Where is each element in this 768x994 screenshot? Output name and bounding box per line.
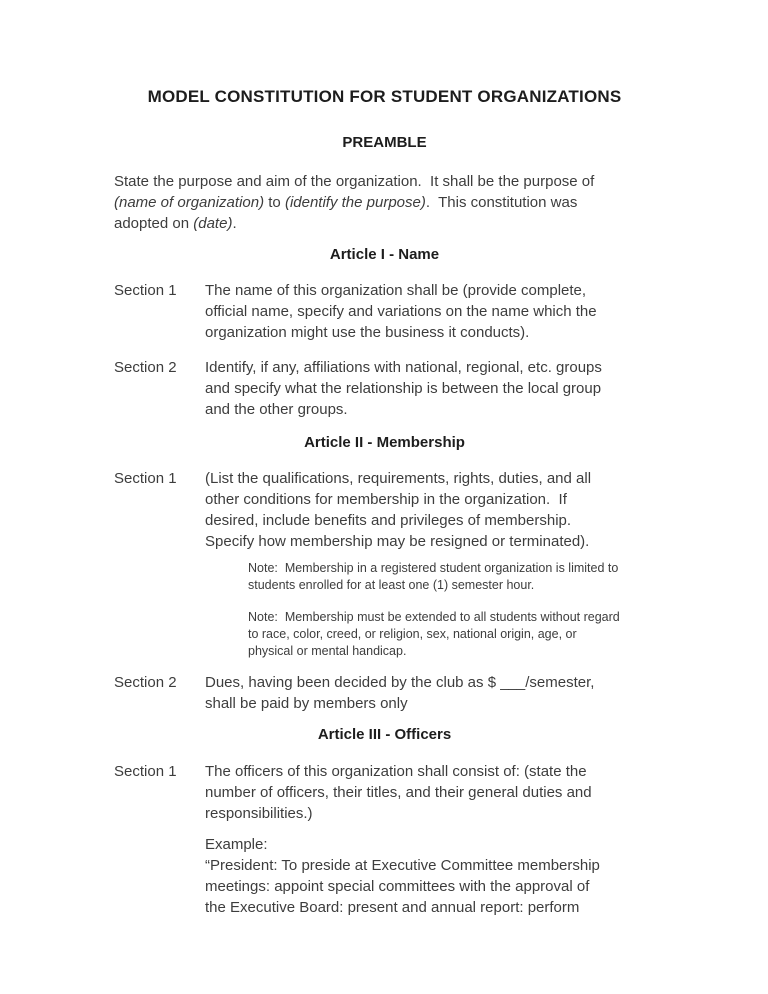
article-2-heading: Article II - Membership bbox=[304, 434, 465, 451]
article-1-section-2 bbox=[114, 357, 655, 420]
date-placeholder: (date) bbox=[193, 215, 233, 232]
example-label: Example: bbox=[205, 836, 268, 853]
section-label: Section 1 bbox=[114, 470, 177, 487]
section-text-group bbox=[205, 761, 612, 918]
membership-note-2: Note: Membership must be extended to all students without regard to race, color, creed, or religion, sex, national origin, age, or physical or mental handicap. bbox=[248, 610, 624, 658]
name-of-organization-placeholder: (name of organization) bbox=[114, 194, 265, 211]
membership-note-1: Note: Membership in a registered student organization is limited to students enrolled for at least one (1) semester hour. bbox=[248, 561, 622, 592]
example-text: “President: To preside at Executive Committee membership meetings: appoint special committees with the approval of the Executive Board: present and annual report: perform bbox=[205, 857, 605, 916]
article-2-section-1 bbox=[114, 468, 655, 552]
preamble-segment: to bbox=[264, 194, 285, 211]
article-3-section-1 bbox=[114, 761, 655, 918]
section-label: Section 1 bbox=[114, 763, 177, 780]
article-1-section-1 bbox=[114, 280, 655, 343]
article-1-heading: Article I - Name bbox=[329, 246, 440, 263]
section-text: The name of this organization shall be (provide complete, official name, specify and variations on the name which the organization might use the business it conducts). bbox=[205, 282, 601, 341]
section-text: Identify, if any, affiliations with national, regional, etc. groups and specify what the relationship is between the local group and the other groups. bbox=[205, 359, 607, 418]
section-label: Section 2 bbox=[114, 359, 177, 376]
section-text: (List the qualifications, requirements, rights, duties, and all other conditions for membership in the organization. If desired, include benefits and privileges of membership. Specify how membership may be resigned or terminated). bbox=[205, 470, 596, 550]
section-text: Dues, having been decided by the club as $ ___/semester, shall be paid by members only bbox=[205, 674, 599, 712]
identify-purpose-placeholder: (identify the purpose) bbox=[284, 194, 426, 211]
article-2-section-2 bbox=[114, 672, 655, 714]
section-label: Section 2 bbox=[114, 674, 177, 691]
section-label: Section 1 bbox=[114, 282, 177, 299]
preamble-segment: . bbox=[232, 215, 237, 232]
preamble-heading: PREAMBLE bbox=[342, 134, 427, 151]
preamble-segment: . This constitution was adopted on bbox=[114, 194, 582, 232]
document-title: MODEL CONSTITUTION FOR STUDENT ORGANIZATIONS bbox=[147, 87, 622, 106]
preamble-paragraph bbox=[114, 171, 622, 234]
document-page bbox=[114, 0, 655, 918]
preamble-segment: State the purpose and aim of the organization. It shall be the purpose of bbox=[114, 173, 599, 190]
section-text: The officers of this organization shall consist of: (state the number of officers, their titles, and their general duties and responsibilities.) bbox=[205, 763, 596, 822]
article-3-heading: Article III - Officers bbox=[317, 726, 452, 743]
